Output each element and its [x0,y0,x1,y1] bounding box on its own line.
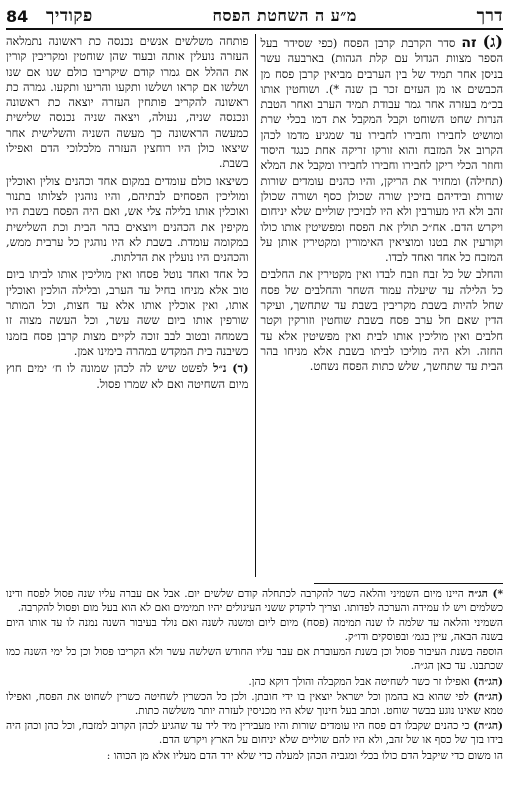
running-header [6,4,503,30]
left-text-4: לפשט שיש לה לכהן שמונה לו ח׳ ימים חוץ מיום השחיטה ואם לא שמרו פסול. [6,361,249,391]
opening-word: זה [461,35,477,51]
footnote [6,720,503,747]
footnote-text: כי כהנים שקבלו דם פסח היו עומדים שורות והיו מעבירין מיד ליד עד שהגיע לכהן הקרוב למזבח, וכל כהן וכהן היה בידו בזך של כסף או של זהב, ולא היו להם שוליים שלא יניחום על הארץ ויקרש הדם. [6,720,503,746]
right-paragraph-2 [261,267,504,374]
footnote-divider [314,583,503,584]
left-paragraph-1: פותחה משלשים אנשים נכנסה כת ראשונה נתמלאה העזרה נועלין אותה ובעוד שהן שוחטין ומקריבין קורין את ההלל אם גמרו קודם שיקריבו כולם שנו אם שנו ושלשו אם קראו ושלשו ותקעו והריעו ותקעו. גמרה כת ראשונה להקריב פותחין העזרה יוצאה כת ראשונה ונכנסה שניה, נעולה, ויצאה שניה נכנסה שלישית כמעשה הראשונה כך מעשה השניה והשלישית אחר שיצאו כולן היו רוחצין העזרה מלכלוכי הדם ואפילו בשבת. [6,34,249,171]
right-text-1: סדר הקרבת קרבן הפסח (כפי שסידר בעל הספר מצוות הגדול עם קלת הגהות) בארבעה עשר בניסן אחר תמיד של בין הערבים מביאין קרבן פסח מן הכבשים או מן העזים זכר בן שנה *). ושוחטין אותו בכ״מ בעזרה אחר גמר עבודת תמיד הערב ואחר הטבת הנרות שחט השוחט וקבל המקבל את דמו בכלי שרת ומושיט לחבירו וחבירו לחבירו עד שמגיע מדמו לכהן הקרוב אל המזבח והוא זורקו זריקה אחת כנגד היסוד וחוזר הכלי ריקן לחבירו וחבירו לחבירו ומקבל את המלא (תחילה) ומחזיר את הריקן, והיו כהנים עומדים שורות שורות ובידיהם בזיכין שורה שכולן כסף ושורה שכולן זהב ולא היו מעורבין ולא היו לבזיכין שוליים שלא יניחום ויקרש הדם. אח״כ תולין את הפסח ומפשיטין אותו כולו וקורעין את בטנו ומוציאין האימורין ומקטירין אותן על המזבח כל אחד ואחד לבדו. [260,36,503,265]
page-number: 84 [6,6,29,26]
title-left: פקודיך [46,6,93,26]
right-text-2: והחלב של כל זבח וזבח לבדו ואין מקטירין את החלבים כל הלילה עד שיעלה עמוד השחר והחלבים של פסח שחל להיות בשבת מקריבין בשבת עד שתחשך, ועיקר הדין שאם חל ערב פסח בשבת שוחטין וזורקין וקטר חלבים ואין מוליכין אותו לבית ואין מפשיטין אלא עד החזה. ולא היה מוליכו לביתו בשבת אלא מניחו בהר הבית עד שתחשך, שלש כתות הפסח נשחט. [260,267,503,374]
footnote-tag: (הג״ה) [473,675,503,688]
footnote [6,691,503,718]
main-text [6,34,503,577]
footnote [6,617,503,644]
footnote-text: הוספה בשנת העיבור פסול וכן בשנת המעוברת אם עבר עליו החודש השלשה עשר ולא הקריבו פסול וכן כל ימי השנה כמו שכתבנו. עד כאן הג״ה. [6,646,503,672]
footnote-text: השמיני והלאה עד שלמה לו שנה תמימה (פסח) מיום ליום ומשנה לשנה ואם נולד בעיבור השנה נמנה לו עד אותו היום בשנה הבאה, עיין בגמ׳ ובפוסקים ודו״ק. [6,617,503,643]
title-middle: מ״ע ה השחטת הפסח [212,6,357,25]
section-marker: (ג) [482,34,503,51]
footnote-text: ואפילו זר כשר לשחיטה אבל המקבלה והולך דוקא כהן. [248,675,470,688]
left-paragraph-4 [6,361,249,392]
subsection-marker: (ד) נ״ל [213,361,249,376]
left-column [6,34,249,577]
footnote [6,676,503,690]
footnote [6,750,503,764]
footnote-text: היינו מיום השמיני והלאה כשר להקרבה לכתחלה קודם שלשים יום. אבל אם עברה עליו שנה פסול לפסח ודינו כשלמים ויש לו עמידה והערכה לפדותו. וצריך לדקדק ששני העיגולים יהיו תמימים ואם לא הוא בעל מום ופסול להקרבה. [6,588,503,614]
running-title [46,6,503,26]
footnote-tag: (הג״ה) [473,720,503,733]
footnote-text: הו משום כדי שיקבל הדם כולו בכלי ומגביה הכהן למעלה כדי שלא ירד הדם מעליו אלא מן הכוהו : [106,749,503,762]
title-right: דרך [476,6,503,26]
footnote [6,588,503,615]
footnotes [6,588,503,763]
left-paragraph-3: כל אחד ואחד נוטל פסחו ואין מוליכין אותו לביתו ביום טוב אלא מניחו בחיל עד הערב, ובלילה הולכין ואוכלין אותו, ואין אוכלין אותו אלא עד חצות, וכל המותר שורפין אותו ביום ששה עשר, וכל העשה מצוה זו בשמחה ובטוב לבב זוכה לקיים מצות קרבן פסח בזמנו כשיבנה בית המקדש במהרה בימינו אמן. [6,267,249,358]
right-paragraph-1 [261,34,504,265]
right-column [255,34,504,577]
footnote [6,646,503,673]
footnote-tag: (הג״ה) [473,691,503,704]
footnote-text: לפי שהוא בא בהמון וכל ישראל יוצאין בו ידי חובתן. ולכן כל הכשרין לשחיטה כשרין לשחוט את הפסח, ואפילו טמא שאינו נוגע בבשר שוחט. וכתב בעל חינוך שלא היו מכניסין לעזרה יותר משלשה כתות. [6,691,503,717]
footnote-tag: *) הג״ה [468,588,503,600]
left-paragraph-2: כשיצאו כולם עומדים במקום אחד וכהנים צולין ואוכלין ומוליכין הפסחים לבתיהם, והיו נוהגין לצלותו בתנור ואוכלין אותו בלילה צלי אש, ואם היה הפסח בשבת היו מקיפין את הכהנים ויוצאים בהר הבית וכת השלישית במקומה עומדת. בשבת לא היו נוהגין כל ערבית ממש, והכהנים היו נועלין את הדלתות. [6,173,249,265]
